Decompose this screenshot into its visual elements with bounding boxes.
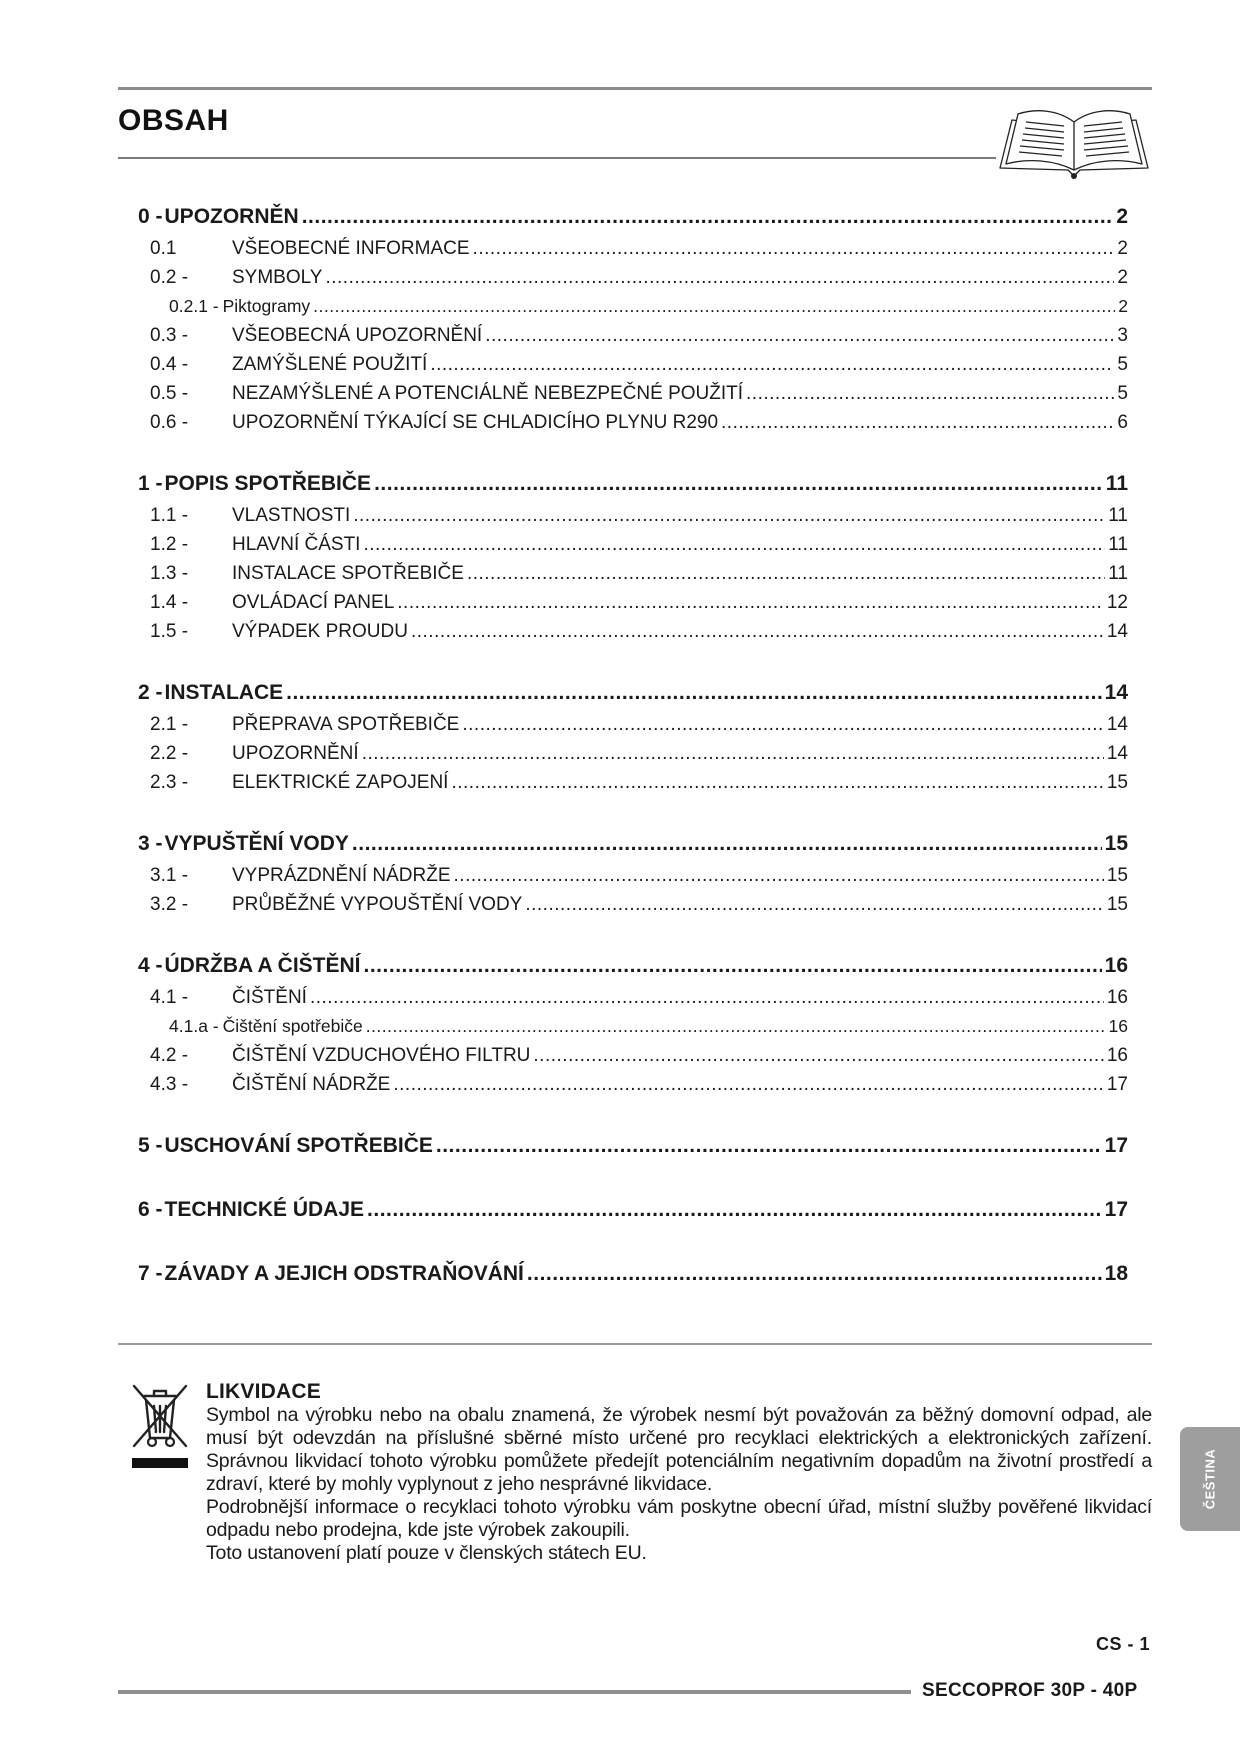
toc-entry[interactable] — [138, 768, 1128, 797]
toc-entry[interactable] — [138, 676, 1128, 710]
toc-dot-leader — [364, 949, 1102, 983]
toc-entry-page: 15 — [1104, 832, 1128, 855]
disposal-text — [206, 1404, 1152, 1565]
toc-entry-title: PRŮBĚŽNÉ VYPOUŠTĚNÍ VODY — [232, 894, 523, 915]
toc-dot-leader — [430, 350, 1114, 379]
toc-entry-page: 14 — [1106, 714, 1128, 735]
toc-entry-page: 16 — [1104, 954, 1128, 977]
toc-entry-title: HLAVNÍ ČÁSTI — [232, 534, 361, 555]
toc-entry[interactable] — [138, 467, 1128, 501]
toc-entry-page: 16 — [1106, 987, 1128, 1008]
toc-entry-title: SYMBOLY — [232, 267, 323, 288]
toc-entry[interactable] — [138, 501, 1128, 530]
toc-entry-title: NEZAMÝŠLENÉ A POTENCIÁLNĚ NEBEZPEČNÉ POUŽITÍ — [232, 383, 744, 404]
top-divider — [118, 87, 1152, 90]
toc-entry-number: 4.3 - — [150, 1074, 189, 1095]
section-divider — [118, 1343, 1152, 1345]
language-tab — [1180, 1427, 1240, 1531]
toc-entry-number: 4.2 - — [150, 1045, 189, 1066]
toc-entry-number: 0.2 - — [150, 267, 189, 288]
toc-entry-number: 0.4 - — [150, 354, 189, 375]
toc-entry[interactable] — [138, 983, 1128, 1012]
toc-entry-title: VYPUŠTĚNÍ VODY — [164, 832, 349, 855]
toc-entry-title: INSTALACE — [164, 681, 284, 704]
toc-entry-title: ÚDRŽBA A ČIŠTĚNÍ — [164, 954, 361, 977]
toc-entry[interactable] — [138, 200, 1128, 234]
toc-dot-leader — [485, 321, 1114, 350]
toc-dot-leader — [462, 710, 1103, 739]
toc-entry-number: 4 - — [138, 954, 163, 977]
toc-entry-title: TECHNICKÉ ÚDAJE — [164, 1198, 365, 1221]
toc-entry-title: USCHOVÁNÍ SPOTŘEBIČE — [164, 1134, 433, 1157]
toc-entry[interactable] — [138, 1041, 1128, 1070]
toc-entry-title: UPOZORNĚN — [164, 205, 299, 228]
toc-entry-title: ELEKTRICKÉ ZAPOJENÍ — [232, 772, 449, 793]
toc-entry[interactable] — [138, 379, 1128, 408]
toc-entry-page: 14 — [1106, 621, 1128, 642]
crossed-out-bin-icon — [130, 1380, 190, 1472]
toc-entry-page: 2 — [1117, 267, 1128, 288]
disposal-title: LIKVIDACE — [206, 1380, 321, 1403]
toc-entry-title: Čištění spotřebiče — [222, 1016, 363, 1036]
toc-dot-leader — [411, 617, 1104, 646]
toc-entry[interactable] — [138, 559, 1128, 588]
toc-dot-leader — [533, 1041, 1103, 1070]
toc-entry-number: 0.3 - — [150, 325, 189, 346]
toc-entry[interactable] — [138, 1070, 1128, 1099]
toc-entry-number: 4.1.a - — [169, 1016, 219, 1036]
toc-entry-number: 2.3 - — [150, 772, 189, 793]
toc-entry-title: UPOZORNĚNÍ TÝKAJÍCÍ SE CHLADICÍHO PLYNU R290 — [232, 412, 719, 433]
toc-entry-number: 0.5 - — [150, 383, 189, 404]
toc-entry-page: 16 — [1106, 1045, 1128, 1066]
toc-entry-number: 1.1 - — [150, 505, 189, 526]
toc-dot-leader — [527, 1257, 1102, 1291]
disposal-paragraph: Symbol na výrobku nebo na obalu znamená, že výrobek nesmí být považován za běžný domovní odpad, ale musí být odevzdán na příslušné sběrné místo určené pro recyklaci elektrických a elektronických zařízení. Správnou likvidací tohoto výrobku pomůžete předejít potenciálním negativním dopadům na životní prostředí a zdraví, které by mohly vyplynout z jeho nesprávné likvidace. — [206, 1404, 1152, 1495]
toc-entry-number: 3 - — [138, 832, 163, 855]
toc-entry-title: VYPRÁZDNĚNÍ NÁDRŽE — [232, 865, 451, 886]
toc-entry-number: 1.4 - — [150, 592, 189, 613]
toc-dot-leader — [473, 234, 1115, 263]
toc-dot-leader — [721, 408, 1114, 437]
toc-entry[interactable] — [138, 890, 1128, 919]
toc-entry-title: VŠEOBECNÉ INFORMACE — [232, 238, 470, 259]
toc-entry-number: 1.2 - — [150, 534, 189, 555]
toc-entry-page: 5 — [1117, 354, 1128, 375]
toc-dot-leader — [367, 1193, 1102, 1227]
toc-dot-leader — [525, 890, 1104, 919]
page-title: OBSAH — [118, 104, 229, 137]
toc-entry[interactable] — [138, 588, 1128, 617]
toc-entry[interactable] — [138, 292, 1128, 321]
toc-entry-number: 6 - — [138, 1198, 163, 1221]
title-underline — [118, 157, 996, 159]
toc-entry-number: 3.2 - — [150, 894, 189, 915]
disposal-paragraph: Toto ustanovení platí pouze v členských státech EU. — [206, 1542, 647, 1564]
toc-entry-page: 2 — [1116, 205, 1128, 228]
disposal-notice — [118, 1372, 1152, 1572]
toc-dot-leader — [352, 827, 1102, 861]
toc-dot-leader — [393, 1070, 1104, 1099]
toc-dot-leader — [363, 530, 1105, 559]
toc-entry-page: 15 — [1106, 772, 1128, 793]
toc-entry-number: 0.2.1 - — [169, 296, 219, 316]
toc-entry-number: 3.1 - — [150, 865, 189, 886]
toc-entry[interactable] — [138, 263, 1128, 292]
toc-entry-page: 17 — [1106, 1074, 1128, 1095]
disposal-paragraph: Podrobnější informace o recyklaci tohoto výrobku vám poskytne obecní úřad, místní služby pověřené likvidací odpadu nebo prodejna, kde jste výrobek zakoupili. — [206, 1496, 1152, 1541]
toc-entry-page: 5 — [1117, 383, 1128, 404]
toc-entry-title: Piktogramy — [222, 296, 311, 316]
toc-entry-page: 17 — [1104, 1198, 1128, 1221]
toc-entry-page: 6 — [1117, 412, 1128, 433]
toc-entry-page: 16 — [1108, 1016, 1128, 1036]
toc-dot-leader — [451, 768, 1103, 797]
open-book-icon — [996, 100, 1152, 180]
toc-entry-title: VŠEOBECNÁ UPOZORNĚNÍ — [232, 325, 483, 346]
page-number: CS - 1 — [1096, 1634, 1151, 1654]
toc-entry-page: 15 — [1106, 894, 1128, 915]
model-name: SECCOPROF 30P - 40P — [922, 1680, 1138, 1701]
toc-entry-title: OVLÁDACÍ PANEL — [232, 592, 395, 613]
toc-entry-number: 7 - — [138, 1262, 163, 1285]
toc-entry-title: POPIS SPOTŘEBIČE — [164, 472, 372, 495]
toc-dot-leader — [366, 1012, 1106, 1041]
toc-entry[interactable] — [138, 530, 1128, 559]
footer-divider — [118, 1690, 911, 1694]
toc-entry[interactable] — [138, 710, 1128, 739]
toc-entry-title: ČIŠTĚNÍ VZDUCHOVÉHO FILTRU — [232, 1045, 531, 1066]
toc-dot-leader — [286, 676, 1102, 710]
toc-entry-page: 12 — [1106, 592, 1128, 613]
toc-entry-page: 11 — [1108, 563, 1128, 584]
toc-entry-title: VLASTNOSTI — [232, 505, 351, 526]
toc-entry-page: 2 — [1118, 296, 1128, 316]
toc-dot-leader — [302, 200, 1114, 234]
toc-entry[interactable] — [138, 1193, 1128, 1227]
toc-dot-leader — [362, 739, 1104, 768]
toc-dot-leader — [325, 263, 1114, 292]
toc-entry[interactable] — [138, 1012, 1128, 1041]
toc-entry-number: 4.1 - — [150, 987, 189, 1008]
toc-entry-title: UPOZORNĚNÍ — [232, 743, 359, 764]
toc-entry-page: 14 — [1106, 743, 1128, 764]
toc-entry-title: INSTALACE SPOTŘEBIČE — [232, 563, 464, 584]
toc-entry-page: 14 — [1104, 681, 1128, 704]
toc-entry[interactable] — [138, 321, 1128, 350]
toc-entry-page: 11 — [1105, 472, 1128, 495]
toc-entry-number: 0.1 — [150, 238, 177, 259]
toc-entry-number: 5 - — [138, 1134, 163, 1157]
toc-entry[interactable] — [138, 350, 1128, 379]
toc-dot-leader — [353, 501, 1105, 530]
toc-entry-title: VÝPADEK PROUDU — [232, 621, 408, 642]
toc-entry-number: 0 - — [138, 205, 163, 228]
toc-dot-leader — [467, 559, 1105, 588]
toc-entry-title: ČIŠTĚNÍ NÁDRŽE — [232, 1074, 391, 1095]
toc-entry[interactable] — [138, 234, 1128, 263]
toc-entry-page: 15 — [1106, 865, 1128, 886]
toc-entry-page: 2 — [1117, 238, 1128, 259]
toc-entry[interactable] — [138, 739, 1128, 768]
toc-entry-number: 2.1 - — [150, 714, 189, 735]
toc-entry-page: 17 — [1104, 1134, 1128, 1157]
toc-entry-number: 1.5 - — [150, 621, 189, 642]
toc-entry-page: 18 — [1104, 1262, 1128, 1285]
toc-entry-number: 0.6 - — [150, 412, 189, 433]
table-of-contents — [138, 200, 1128, 1291]
toc-entry-number: 2 - — [138, 681, 163, 704]
toc-dot-leader — [454, 861, 1104, 890]
toc-entry[interactable] — [138, 617, 1128, 646]
toc-entry-number: 1.3 - — [150, 563, 189, 584]
toc-entry[interactable] — [138, 1129, 1128, 1163]
toc-entry-page: 11 — [1108, 534, 1128, 555]
toc-dot-leader — [746, 379, 1114, 408]
toc-entry[interactable] — [138, 408, 1128, 437]
toc-dot-leader — [397, 588, 1104, 617]
toc-entry[interactable] — [138, 827, 1128, 861]
toc-entry-page: 11 — [1108, 505, 1128, 526]
toc-entry-number: 2.2 - — [150, 743, 189, 764]
toc-entry-title: ČIŠTĚNÍ — [232, 987, 307, 1008]
toc-dot-leader — [310, 983, 1104, 1012]
toc-entry-title: ZAMÝŠLENÉ POUŽITÍ — [232, 354, 428, 375]
toc-entry-number: 1 - — [138, 472, 163, 495]
toc-entry-title: PŘEPRAVA SPOTŘEBIČE — [232, 714, 460, 735]
toc-entry[interactable] — [138, 861, 1128, 890]
toc-dot-leader — [374, 467, 1103, 501]
toc-entry[interactable] — [138, 1257, 1128, 1291]
toc-dot-leader — [436, 1129, 1102, 1163]
toc-dot-leader — [313, 292, 1115, 321]
language-tab-label: ČEŠTINA — [1202, 1448, 1218, 1510]
toc-entry-page: 3 — [1117, 325, 1128, 346]
toc-entry[interactable] — [138, 949, 1128, 983]
toc-entry-title: ZÁVADY A JEJICH ODSTRAŇOVÁNÍ — [164, 1262, 524, 1285]
